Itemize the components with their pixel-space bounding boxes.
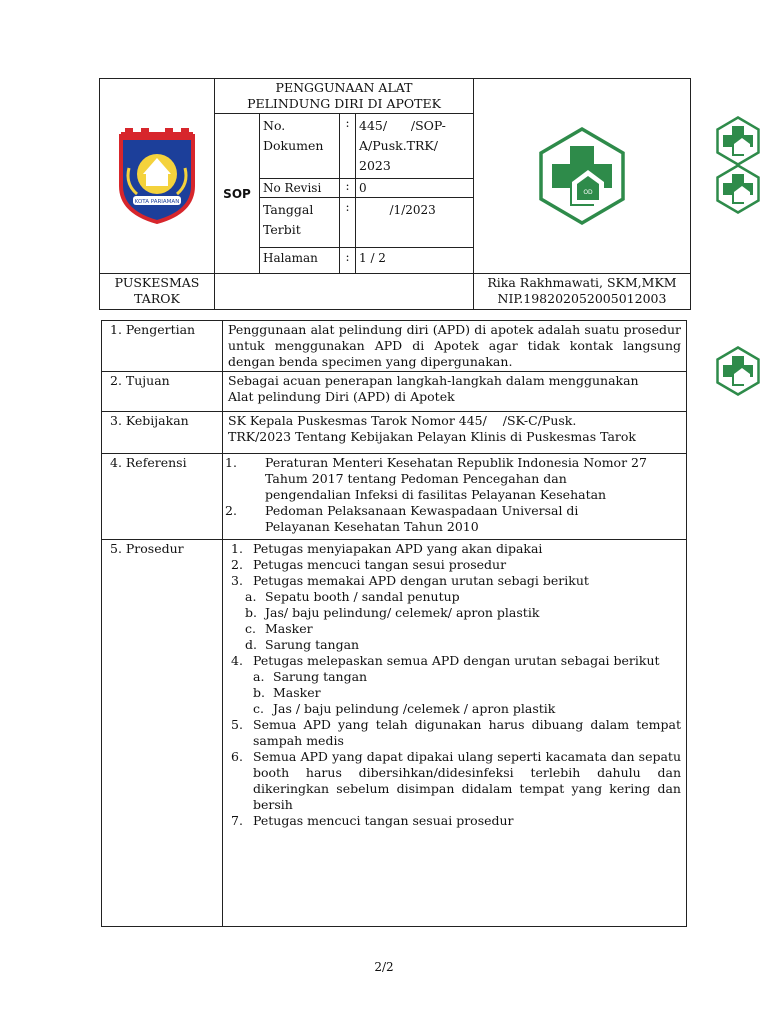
text-line: Pedoman Pelaksanaan Kewaspadaan Universal di: [265, 503, 579, 518]
section-label: 5. Prosedur: [102, 540, 223, 927]
revision-value: 0: [356, 179, 474, 198]
section-row: [102, 454, 687, 540]
list-item: 5. Semua APD yang telah digunakan harus dibuang dalam tempat sampah medis: [231, 717, 681, 748]
list-item: 3. Petugas memakai APD dengan urutan sebagi berikut: [231, 573, 589, 588]
step-text: Petugas mencuci tangan sesuai prosedur: [253, 813, 514, 828]
puskesmas-logo-icon: [532, 126, 632, 226]
section-label: 3. Kebijakan: [102, 412, 223, 454]
sub-item: d. Sarung tangan: [245, 637, 360, 652]
puskesmas-logo-icon: [712, 116, 764, 166]
section-row: [102, 540, 687, 927]
colon: :: [340, 248, 356, 274]
label-line: Terbit: [263, 222, 301, 237]
puskesmas-logo-icon: [712, 346, 764, 396]
section-label: 2. Tujuan: [102, 372, 223, 412]
list-item: 7. Petugas mencuci tangan sesuai prosedur: [231, 813, 514, 828]
value-line: /1/2023: [359, 203, 436, 217]
page-number: 2/2: [374, 960, 394, 974]
sub-item: b. Jas/ baju pelindung/ celemek/ apron plastik: [245, 605, 540, 620]
doc-number-label: [260, 114, 340, 179]
text-line: Alat pelindung Diri (APD) di Apotek: [228, 389, 455, 404]
step-text: Petugas menyiapakan APD yang akan dipakai: [253, 541, 543, 556]
section-label: 1. Pengertian: [102, 321, 223, 372]
sub-list: [231, 589, 681, 653]
list-item: 2. Petugas mencuci tangan sesui prosedur: [231, 557, 507, 572]
logo-cell: [474, 79, 691, 274]
colon: :: [340, 198, 356, 248]
org-line: PUSKESMAS: [114, 275, 200, 290]
blank-cell: [215, 274, 474, 310]
issue-date-value: [356, 198, 474, 248]
sub-list: [231, 669, 681, 717]
emblem-cell: [100, 79, 215, 274]
definition-text: Penggunaan alat pelindung diri (APD) di apotek adalah suatu prosedur untuk menggunakan APD di Apotek agar tidak kontak langsung dengan benda specimen yang dipergunakan.: [223, 321, 687, 372]
city-emblem-icon: [115, 128, 199, 224]
sop-label: SOP: [215, 114, 260, 274]
doc-number-value: [356, 114, 474, 179]
section-label: 4. Referensi: [102, 454, 223, 540]
reference-list: [223, 454, 687, 540]
label-line: No.: [263, 118, 286, 133]
sub-item: c. Masker: [245, 621, 313, 636]
step-text: Semua APD yang dapat dipakai ulang seperti kacamata dan sepatu booth harus dibersihkan/didesinfeksi terlebih dahulu dan dikeringkan sebelum disimpan didalam tempat yang kering dan bersih: [253, 749, 681, 812]
org-line: TAROK: [134, 291, 180, 306]
label-line: Tanggal: [263, 202, 314, 217]
section-row: [102, 372, 687, 412]
signer-block: [474, 274, 691, 310]
text-line: TRK/2023 Tentang Kebijakan Pelayan Klinis di Puskesmas Tarok: [228, 429, 637, 444]
signer-nip: NIP.198202052005012003: [497, 291, 667, 306]
label-line: Dokumen: [263, 138, 324, 153]
title-line-1: PENGGUNAAN ALAT: [275, 80, 413, 95]
logo-text: OD: [583, 189, 593, 196]
section-row: [102, 321, 687, 372]
page-label: Halaman: [260, 248, 340, 274]
step-text: Semua APD yang telah digunakan harus dibuang dalam tempat sampah medis: [253, 717, 681, 748]
list-item: 1. Petugas menyiapakan APD yang akan dipakai: [231, 541, 543, 556]
policy-text: [223, 412, 687, 454]
procedure-list: [223, 540, 687, 927]
step-text: Petugas melepaskan semua APD dengan urutan sebagai berikut: [253, 653, 660, 668]
text-line: Peraturan Menteri Kesehatan Republik Indonesia Nomor 27: [265, 455, 647, 470]
text-line: pengendalian Infeksi di fasilitas Pelayanan Kesehatan: [265, 487, 607, 502]
sub-item: a. Sepatu booth / sandal penutup: [245, 589, 460, 604]
text-line: Tahum 2017 tentang Pedoman Pencegahan dan: [265, 471, 567, 486]
value-line: A/Pusk.TRK/: [359, 138, 438, 153]
sop-header-table: [99, 78, 691, 310]
list-number: 1.: [225, 455, 237, 470]
sub-item: b. Masker: [253, 685, 321, 700]
colon: :: [340, 179, 356, 198]
page-value: 1 / 2: [356, 248, 474, 274]
sub-item: c. Jas / baju pelindung /celemek / apron plastik: [253, 701, 556, 716]
value-line: 445/ /SOP-: [359, 118, 446, 133]
signer-name: Rika Rakhmawati, SKM,MKM: [487, 275, 677, 290]
text-line: SK Kepala Puskesmas Tarok Nomor 445/ /SK-C/Pusk.: [228, 413, 577, 428]
title-line-2: PELINDUNG DIRI DI APOTEK: [247, 96, 441, 111]
sop-body-table: [101, 320, 687, 927]
emblem-text: KOTA PARIAMAN: [134, 199, 180, 205]
puskesmas-logo-icon: [712, 164, 764, 214]
revision-label: No Revisi: [260, 179, 340, 198]
sub-item: a. Sarung tangan: [253, 669, 368, 684]
list-item: [225, 455, 681, 503]
document-title: [215, 79, 474, 114]
step-text: Petugas memakai APD dengan urutan sebagi berikut: [253, 573, 589, 588]
text-line: Pelayanan Kesehatan Tahun 2010: [265, 519, 479, 534]
list-item: 6. Semua APD yang dapat dipakai ulang seperti kacamata dan sepatu booth harus dibersihkan/didesinfeksi terlebih dahulu dan dikeringkan sebelum disimpan didalam tempat yang kering dan bersih: [231, 749, 681, 812]
value-line: 2023: [359, 158, 391, 173]
organization-name: [100, 274, 215, 310]
step-text: Petugas mencuci tangan sesui prosedur: [253, 557, 507, 572]
text-line: Sebagai acuan penerapan langkah-langkah dalam menggunakan: [228, 373, 639, 388]
purpose-text: [223, 372, 687, 412]
colon: :: [340, 114, 356, 179]
list-item: 4. Petugas melepaskan semua APD dengan urutan sebagai berikut: [231, 653, 660, 668]
list-item: [225, 503, 681, 535]
section-row: [102, 412, 687, 454]
list-number: 2.: [225, 503, 237, 518]
issue-date-label: [260, 198, 340, 248]
